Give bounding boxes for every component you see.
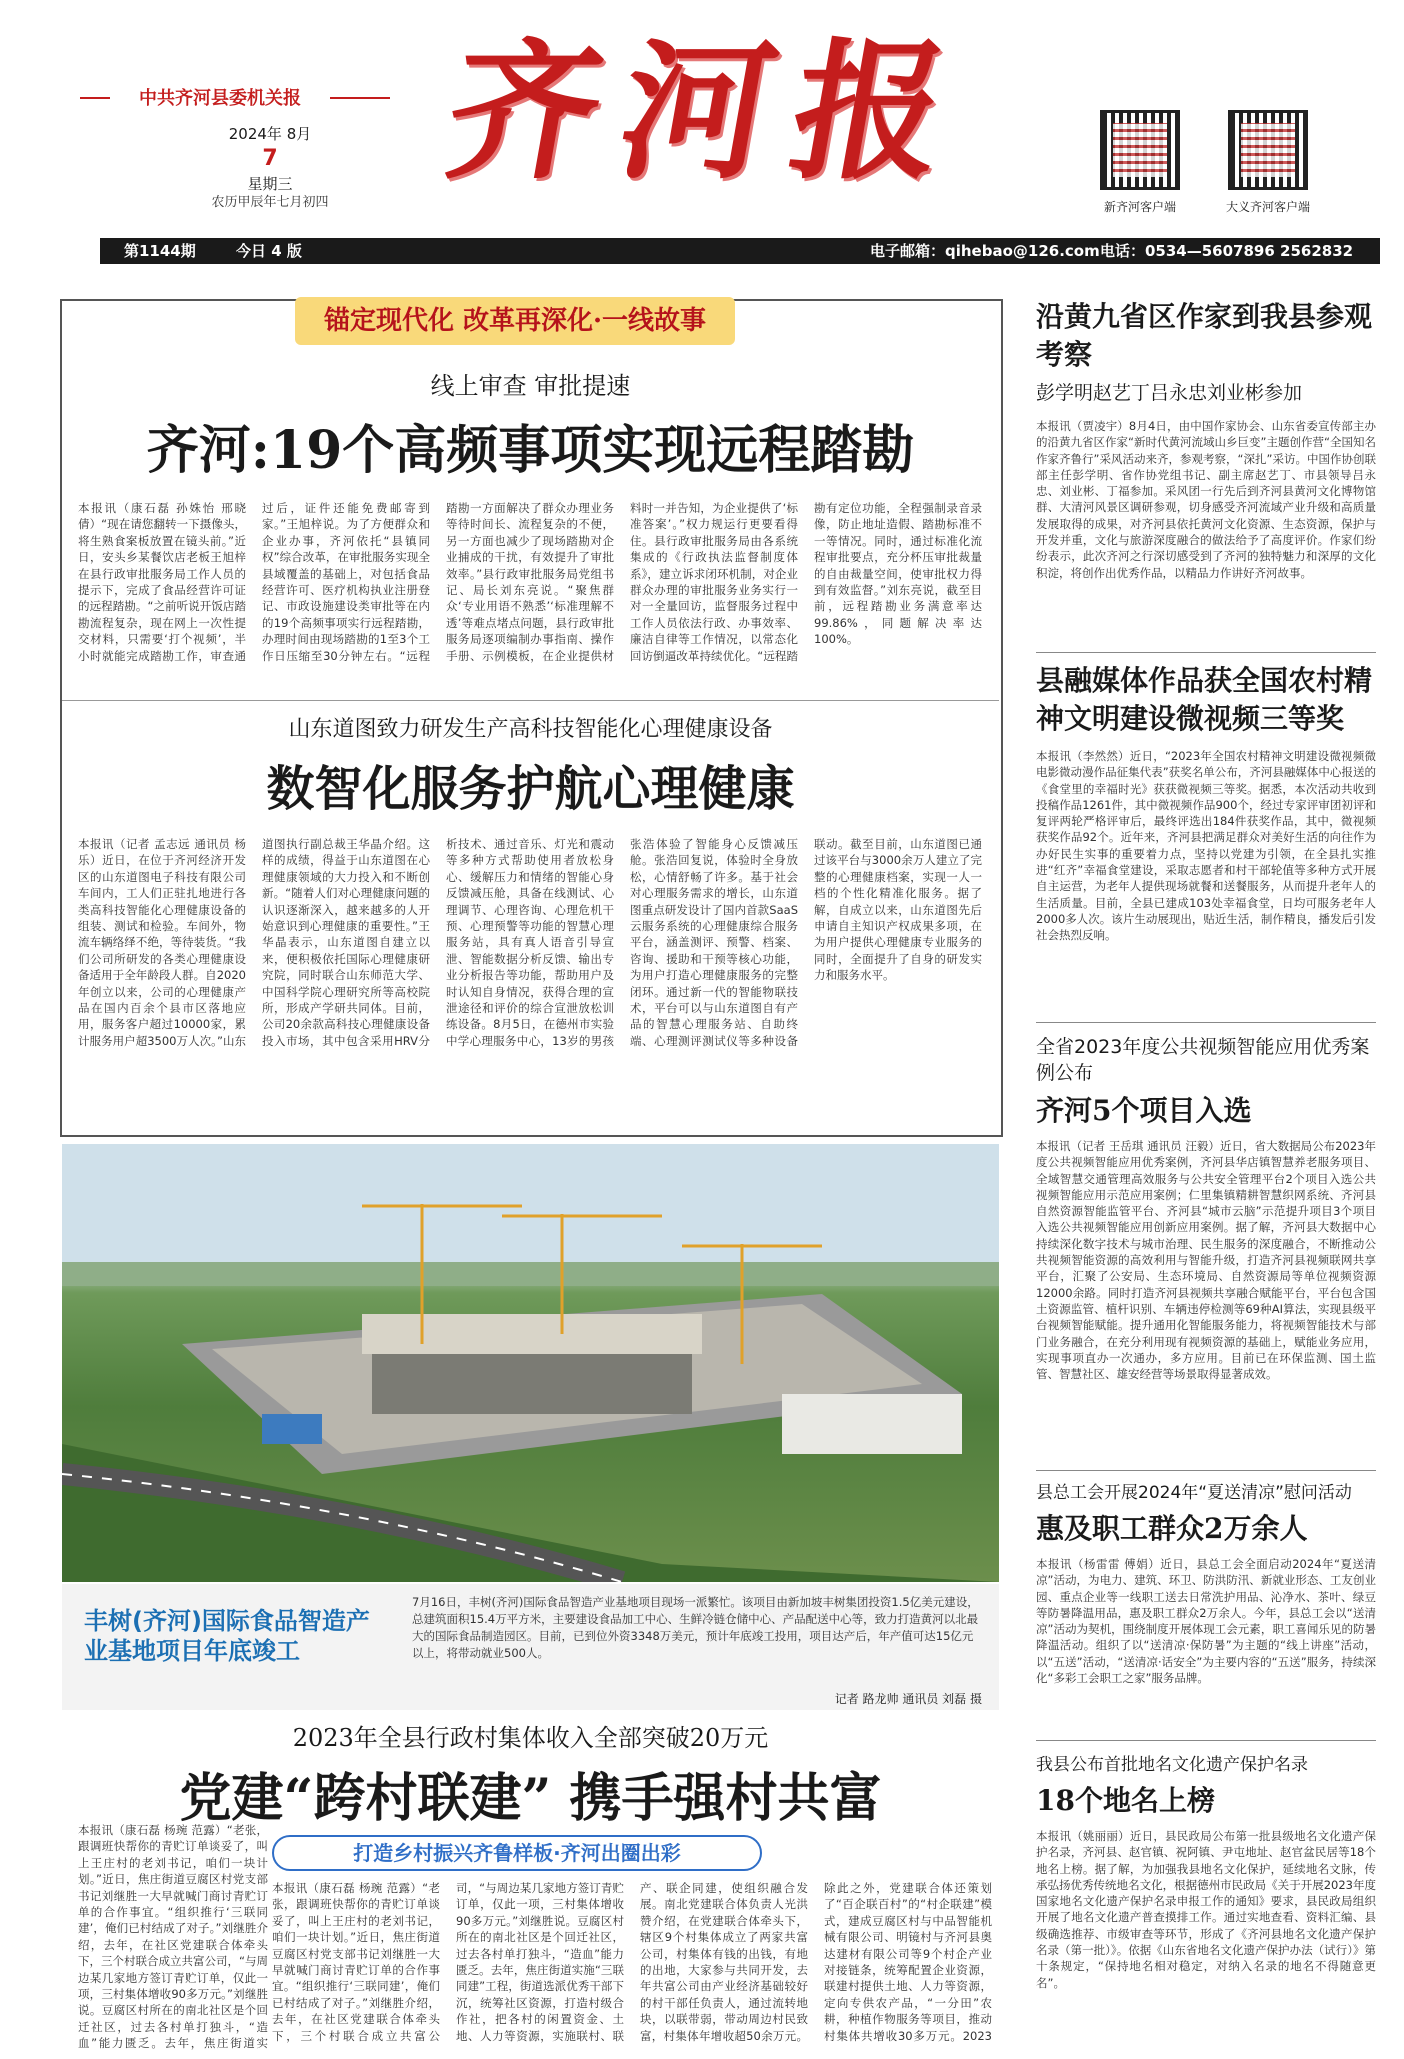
construction-site-image	[62, 1144, 999, 1582]
story3-title: 党建“跨村联建” 携手强村共富	[179, 1768, 882, 1829]
masthead	[100, 0, 1380, 228]
qr-code-icon[interactable]	[1100, 110, 1180, 190]
right-article-1	[1036, 298, 1376, 650]
divider	[330, 97, 390, 99]
article-kicker: 全省2023年度公共视频智能应用优秀案例公布	[1036, 1036, 1370, 1084]
series-badge-2: 打造乡村振兴齐鲁样板·齐河出圈出彩	[272, 1835, 762, 1871]
article-title: 惠及职工群众2万余人	[1036, 1512, 1308, 1545]
right-article-2	[1036, 662, 1376, 984]
qr-code-icon[interactable]	[1228, 110, 1308, 190]
party-label: 中共齐河县委机关报	[139, 88, 301, 109]
right-article-3	[1036, 1034, 1376, 1448]
divider	[62, 700, 999, 701]
info-bar	[100, 238, 1380, 264]
caption-body: 7月16日，丰树(齐河)国际食品智造产业基地项目现场一派繁忙。该项目由新加坡丰树集团投资1.5亿美元建设，总建筑面积15.4万平方米，主要建设食品加工中心、生鲜冷链仓储中心、产品配送中心等，致力打造黄河以北最大的国际食品制造园区。目前，已到位外资3348万美元，预计年底竣工投用，项目达产后，年产值可达15亿元以上，将带动就业500人。	[412, 1595, 979, 1660]
article-body: 本报讯（姚丽丽）近日，县民政局公布第一批县级地名文化遗产保护名录，齐河县、赵官镇、祝阿镇、尹屯地址、赵官盆民居等18个地名上榜。据了解，为加强我县地名文化保护，延续地名文脉，传承弘扬优秀传统地名文化，根据德州市民政局《关于开展2023年度国家地名文化遗产保护名录申报工作的通知》要求，县民政局组织开展了地名文化遗产普查摸排工作。通过实地查看、资料汇编、县级确选推荐、市级审查等环节，形成了《齐河县地名文化遗产保护名录（第一批）》。依据《山东省地名文化遗产保护办法（试行）》第十条规定，“保持地名相对稳定，对纳入名录的地名不得随意更名”。	[1036, 1829, 1376, 1990]
story1-body: 本报讯（康石磊 孙姝怡 邢晓倩）“现在请您翻转一下摄像头，将生熟食案板放置在镜头前。”近日，安头乡某餐饮店老板王旭梓在县行政审批服务局工作人员的提示下，完成了食品经营许可证的远程踏勘。“之前听说开饭店踏勘流程复杂，现在网上一次性提交材料，只需要‘打个视频’，半小时就能完成踏勘工作，审查通过后，证件还能免费邮寄到家。”王旭梓说。为了方便群众和企业办事，齐河依托“县镇同权”综合改革，在审批服务实现全县域覆盖的基础上，对包括食品经营许可、医疗机构执业注册登记、市政设施建设类审批等在内的19个高频事项实行远程踏勘，办理时间由现场踏勘的1至3个工作日压缩至30分钟左右。“远程踏勘一方面解决了群众办理业务等待时间长、流程复杂的不便，另一方面也减少了现场踏勘对企业捕成的干扰，有效提升了审批效率。”县行政审批服务局党组书记、局长刘东亮说。“聚焦群众‘专业用语不熟悉’‘标准理解不透’等难点堵点问题，县行政审批服务局逐项编制办事指南、操作手册、示例模板，在企业提供材料时一并告知，为企业提供了‘标准答案’。”权力规运行更要看得住。县行政审批服务局由各系统集成的《行政执法监督制度体系》，建立诉求闭环机制，对企业群众办理的审批服务业务实行一对一全量回访，监督服务过程中工作人员依法行政、办事效率、廉洁自律等工作情况，以常态化回访倒逼改革持续优化。“远程踏勘有定位功能，全程强制录音录像，防止地址造假、踏勘标准不一等情况。同时，通过标准化流程审批要点，充分杯压审批裁量的自由裁量空间，使审批权力得到有效监督。”刘东亮说，截至目前，远程踏勘业务满意率达99.86%，同题解决率达100%。	[78, 501, 982, 663]
date-year-month: 2024年 8月	[228, 125, 312, 143]
story3-body-lead: 本报讯（康石磊 杨琬 范露）“老张，跟调班快帮你的青贮订单谈妥了，叫上王庄村的老刘书记，咱们一块计划。”近日，焦庄街道豆腐区村党支部书记刘继胜一大早就喊门商讨青贮订单的合作事宜。“组织推行‘三联同建’，俺们已村结成了对子。”刘继胜介绍，去年，在社区党建联合体牵头下，三个村联合成立共富公司，“与周边某几家地方签订青贮订单，仅此一项，三村集体增收90多万元。”刘继胜说。豆腐区村所在的南北社区是个回迁社区，过去各村单打独斗，“造血”能力匮乏。去年，焦庄街道实	[78, 1823, 268, 2050]
right-article-4	[1036, 1480, 1376, 1716]
story2-kicker: 山东道图致力研发生产高科技智能化心理健康设备	[288, 717, 773, 742]
photo-caption	[62, 1584, 999, 1710]
article-kicker: 我县公布首批地名文化遗产保护名录	[1036, 1755, 1308, 1775]
divider	[1036, 1022, 1376, 1023]
photo-credit: 记者 路龙帅 通讯员 刘磊 摄	[834, 1692, 982, 1706]
story2-title: 数智化服务护航心理健康	[266, 761, 795, 817]
article-title: 县融媒体作品获全国农村精神文明建设微视频三等奖	[1036, 664, 1373, 735]
divider	[1036, 1740, 1376, 1741]
article-title: 18个地名上榜	[1036, 1784, 1215, 1817]
qr-label: 大义齐河客户端	[1225, 200, 1310, 214]
article-title: 沿黄九省区作家到我县参观考察	[1036, 300, 1373, 371]
caption-title: 丰树(齐河)国际食品智造产业基地项目年底竣工	[84, 1607, 370, 1665]
news-photo	[62, 1144, 999, 1582]
article-kicker: 县总工会开展2024年“夏送清凉”慰问活动	[1036, 1483, 1352, 1503]
article-body: 本报讯（贾凌宇）8月4日，由中国作家协会、山东省委宣传部主办的沿黄九省区作家“新时代黄河流域山乡巨变”主题创作营“全国知名作家齐鲁行”采风活动来齐，参观考察，“深扎”采访。中国作协创联部主任彭学明、省作协党组书记、副主席赵艺丁、市县领导吕永忠、刘业彬、丁福参加。采风团一行先后到齐河县黄河文化博物馆群、大清河风景区调研参观，切身感受齐河流域产业升级和高质量发展取得的成果，对齐河县依托黄河文化资源、生态资源，保护与开发并重，文化与旅游深度融合的做法给予了高度评价。作家们纷纷表示，此次齐河之行深切感受到了齐河的独特魅力和深厚的文化积淀，将创作出优秀作品，以精品力作讲好齐河故事。	[1036, 419, 1376, 580]
divider	[80, 97, 110, 99]
issue-number: 第1144期	[124, 242, 196, 260]
article-subtitle: 彭学明赵艺丁吕永忠刘业彬参加	[1036, 382, 1303, 404]
qr-label: 新齐河客户端	[1103, 200, 1176, 214]
divider	[1036, 1470, 1376, 1471]
weekday: 星期三	[247, 174, 293, 193]
article-body: 本报讯（记者 王岳琪 通讯员 汪毅）近日，省大数据局公布2023年度公共视频智能应用优秀案例，齐河县华店镇智慧养老服务项目、全域智慧交通管理高效服务与公共安全管理平台2个项目入选公共视频智能应用示范应用案例；仁里集镇精耕智慧织网系统、齐河县自然资源智能监管平台、齐河县“城市云脑”示范提升项目3个项目入选公共视频智能应用创新应用案例。据了解，齐河县大数据中心持续深化数字技术与城市治理、民生服务的深度融合，不断推动公共视频智能资源的高效利用与智能升级，打造齐河县视频联网共享平台，汇聚了公安局、生态环境局、自然资源局等单位视频资源12000余路。同时打造齐河县视频共享融合赋能平台，平台包含国土资源监管、植杆识别、车辆违停检测等69种AI算法，实现县级平台视频智能赋能。提升通用化智能服务能力，将视频智能技术与部门业务融合，在充分利用现有视频资源的基础上，赋能业务应用，实现事项直办一次通办，多方应用。目前已在环保监测、国土监管、智慧社区、雄安经营等场景取得显著成效。	[1036, 1139, 1376, 1382]
date-box	[160, 124, 380, 212]
right-article-5	[1036, 1752, 1376, 2040]
article-body: 本报讯（杨雷雷 傅娟）近日，县总工会全面启动2024年“夏送清凉”活动，为电力、建筑、环卫、防洪防汛、新就业形态、工友创业园、重点企业等一线职工送去日常洗护用品、沁净水、茶叶、绿豆等防暑降温用品，惠及职工群众2万余人。今年，县总工会以“送清凉”活动为契机，围绕制度开展体现工会元素，职工喜闻乐见的防暑降温活动。组织了以“送清凉·保防暑”为主题的“线上讲座”活动，以“五送”活动，“送清凉·话安全”为主要内容的“五送”服务，持续深化“多彩工会职工之家”服务品牌。	[1036, 1557, 1376, 1686]
story1-kicker: 线上审查 审批提速	[430, 372, 631, 400]
story3-body: 本报讯（康石磊 杨琬 范露）“老张，跟调班快帮你的青贮订单谈妥了，叫上王庄村的老刘书记，咱们一块计划。”近日，焦庄街道豆腐区村党支部书记刘继胜一大早就喊门商讨青贮订单的合作事宜。“组织推行‘三联同建’，俺们已村结成了对子。”刘继胜介绍，去年，在社区党建联合体牵头下，三个村联合成立共富公司，“与周边某几家地方签订青贮订单，仅此一项，三村集体增收90多万元。”刘继胜说。豆腐区村所在的南北社区是个回迁社区，过去各村单打独斗，“造血”能力匮乏。去年，焦庄街道实施“三联同建”工程，街道选派优秀干部下沉，统筹社区资源，打造村级合作社，把各村的闲置资金、土地、人力等资源，实施联村、联产、联企同建，使组织融合发展。南北党建联合体负责人光洪赞介绍，在党建联合体牵头下，辖区9个村集体成立了两家共富公司，村集体有钱的出钱，有地的出地，大家参与共同开发，去年共富公司由产业经济基础较好的村干部任负责人，通过流转地块，以联带弱，带动周边村民致富，村集体年增收超50余万元。除此之外，党建联合体还策划了“百企联百村”的“村企联建”模式，建成豆腐区村与中品智能机械有限公司、明镜村与齐河县奥达建材有限公司等9个村企产业对接链条，统筹配置企业资源，联建村提供土地、人力等资源，定向专供农产品，“一分田”农耕，种植作物服务等项目，推动村集体共增收30多万元。2023	[272, 1881, 992, 2043]
story2-body: 本报讯（记者 孟志远 通讯员 杨乐）近日，在位于齐河经济开发区的山东道图电子科技有限公司车间内，工人们正驻扎地进行各类高科技智能化心理健康设备的组装、测试和检验。车间外，物流车辆络绎不绝，等待装货。“我们公司所研发的各类心理健康设备适用于全年龄段人群。自2020年创立以来，公司的心理健康产品在国内百余个县市区落地应用，服务客户超过10000家，累计服务用户超3500万人次。”山东道图执行副总裁王华晶介绍。这样的成绩，得益于山东道图在心理健康领域的大力投入和不断创新。“随着人们对心理健康问题的认识逐渐深入，越来越多的人开始意识到心理健康的重要性。”王华晶表示，山东道图自建立以来，便积极依托国际心理健康研究院，同时联合山东师范大学、中国科学院心理研究所等高校院所，形成产学研共同体。目前，公司20余款高科技心理健康设备投入市场，其中包含采用HRV分析技术、通过音乐、灯光和震动等多种方式帮助使用者放松身心、缓解压力和情绪的智能心身反馈减压舱，具备在线测试、心理调节、心理咨询、心理危机干预、心理预警等功能的智慧心理服务站，具有真人语音引导宣泄、智能数据分析反馈、输出专业分析报告等功能，帮助用户及时认知自身情况，获得合理的宣泄途径和评价的综合宣泄放松训练设备。8月5日，在德州市实验中学心理服务中心，13岁的男孩张浩体验了智能身心反馈减压舱。张浩回复说，体验时全身放松，心情舒畅了许多。基于社会对心理服务需求的增长，山东道图重点研发设计了国内首款SaaS云服务系统的心理健康综合服务平台，涵盖测评、预警、档案、咨询、援助和干预等核心功能，为用户打造心理健康服务的完整闭环。通过新一代的智能物联技术，平台可以与山东道图自有产品的智慧心理服务站、自助终端、心理测评测试仪等多种设备联动。截至目前，山东道图已通过该平台与3000余万人建立了完整的心理健康档案，实现一人一档的个性化精准化服务。据了解，自成立以来，山东道图先后申请自主知识产权成果多项，在为用户提供心理健康专业服务的同时，全面提升了自身的研发实力和服务水平。	[78, 837, 982, 1048]
divider	[1036, 652, 1376, 653]
article-title: 齐河5个项目入选	[1036, 1094, 1252, 1127]
email[interactable]: 电子邮箱：qihebao@126.com	[870, 242, 1100, 260]
story3-kicker: 2023年全县行政村集体收入全部突破20万元	[292, 1724, 769, 1752]
lunar-date: 农历甲辰年七月初四	[211, 195, 329, 211]
page-count: 今日 4 版	[236, 242, 302, 260]
story1-title: 齐河:19个高频事项实现远程踏勘	[146, 420, 915, 481]
date-day: 7	[262, 146, 278, 172]
article-body: 本报讯（李然然）近日，“2023年全国农村精神文明建设微视频微电影微动漫作品征集代表”获奖名单公布，齐河县融媒体中心报送的《食堂里的幸福时光》获获微视频三等奖。据悉，本次活动共收到投稿作品1261件，其中微视频作品900个，经过专家评审团初评和复评两轮严格评审后，最终评选出184件获奖作品，其中，微视频获奖作品92个。近年来，齐河县把满足群众对美好生活的向往作为办好民生实事的重要着力点，坚持以党建为引领，在全县扎实推进“红齐”幸福食堂建设，采取志愿者和村干部轮值等多种方式开展自主运营，为老年人提供现场就餐和送餐服务，从而提升老年人的生活质量。目前，全县已建成103处幸福食堂，日均可服务老年人2000多人次。该片生动展现出，贴近生活，制作精良，播发后引发社会热烈反响。	[1036, 749, 1376, 943]
series-badge: 锚定现代化 改革再深化·一线故事	[295, 297, 735, 345]
phone: 电话：0534—5607896 2562832	[1100, 242, 1354, 260]
newspaper-title: 齐河报	[434, 24, 982, 200]
